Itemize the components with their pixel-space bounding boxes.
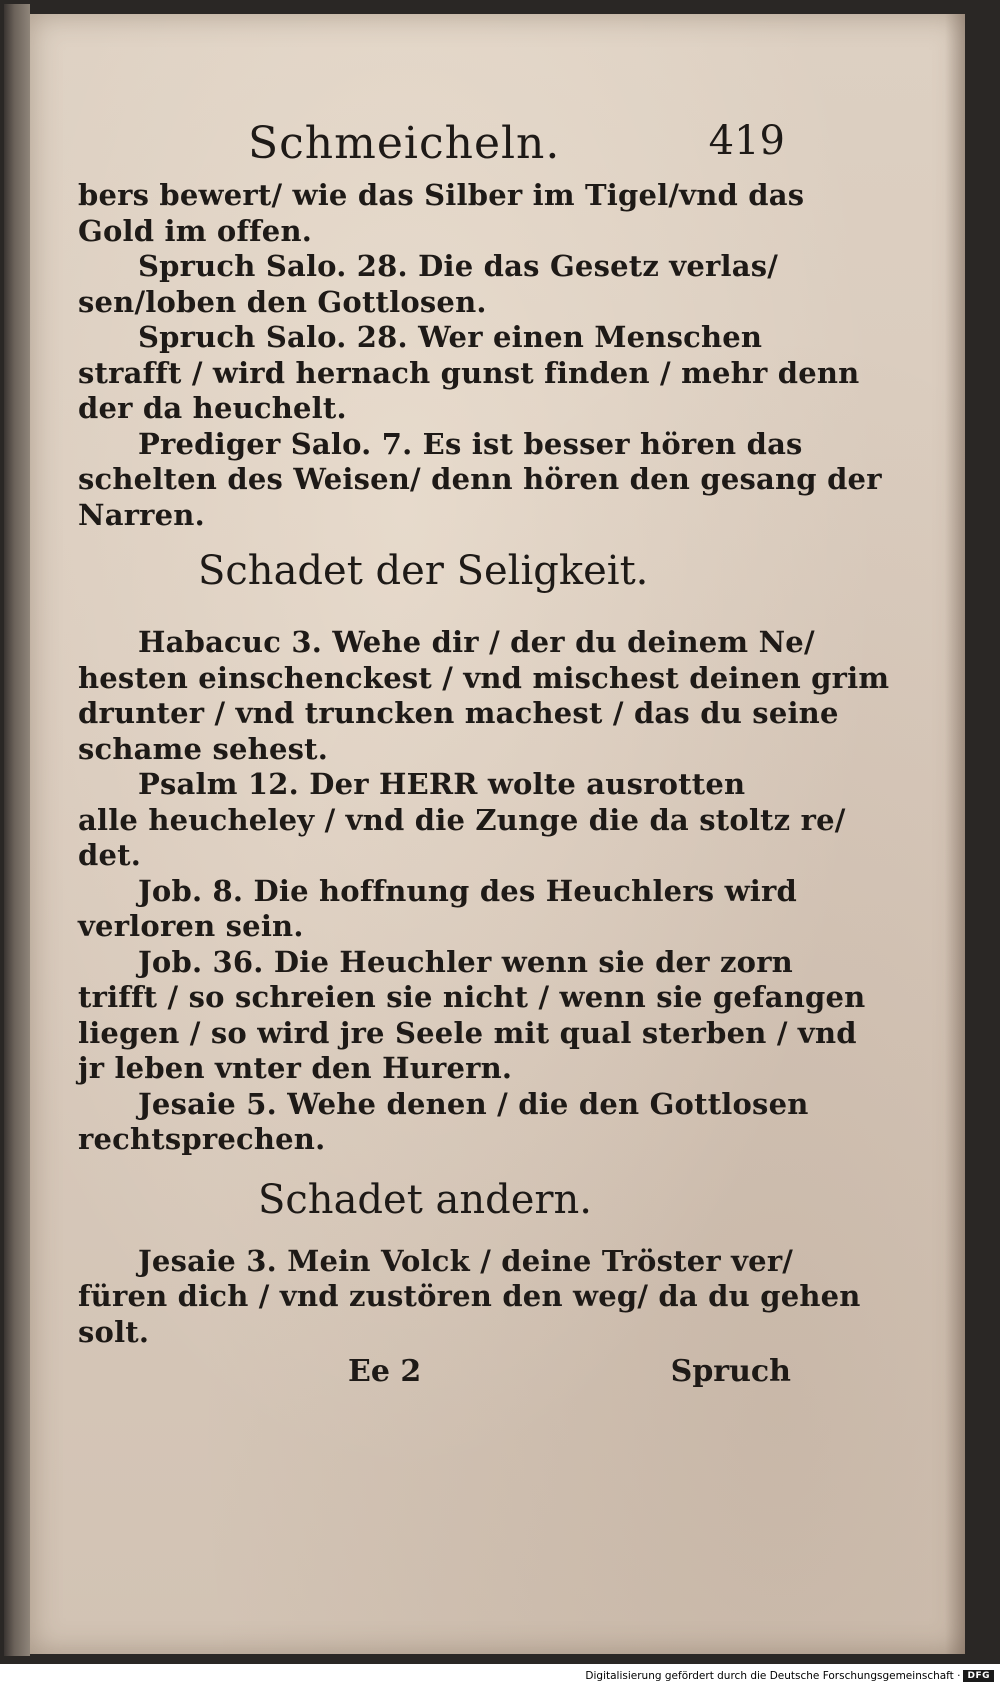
text-block [78, 114, 890, 1398]
text-line: Job. 8. Die hoffnung des Heuchlers wird [138, 873, 797, 908]
digitization-credit [585, 1670, 994, 1682]
text-line: rechtsprechen. [78, 1122, 326, 1156]
text-line: Narren. [78, 497, 205, 532]
book-page [30, 14, 965, 1654]
text-line: bers bewert/ wie das Silber im Tigel/vnd das [78, 178, 805, 212]
text-line: hesten einschenckest / vnd mischest deinen grim [78, 660, 890, 695]
page-edge-shadow [945, 14, 965, 1654]
text-line: der da heuchelt. [78, 391, 347, 425]
page-number: 419 [708, 118, 785, 164]
text-line: sen/loben den Gottlosen. [78, 284, 487, 319]
text-line: Jesaie 3. Mein Volck / deine Tröster ver/ [138, 1243, 794, 1278]
text-line: strafft / wird hernach gunst finden / mehr denn [78, 355, 860, 390]
text-line: Job. 36. Die Heuchler wenn sie der zorn [138, 944, 793, 979]
text-line: Habacuc 3. Wehe dir / der du deinem Ne/ [138, 625, 815, 659]
section-heading-seligkeit: Schadet der Seligkeit. [198, 548, 649, 594]
text-line: füren dich / vnd zustören den weg/ da du gehen [78, 1279, 861, 1313]
page-footer [78, 1354, 793, 1398]
running-head [78, 114, 793, 178]
text-line: Psalm 12. Der HERR wolte ausrotten [138, 767, 746, 801]
signature-mark: Ee 2 [348, 1354, 422, 1389]
running-title: Schmeicheln. [248, 118, 561, 169]
text-line: alle heucheley / vnd die Zunge die da stoltz re/ [78, 802, 846, 837]
section-andern-text [78, 1243, 861, 1351]
text-line: Spruch Salo. 28. Wer einen Menschen [138, 320, 763, 354]
text-line: verloren sein. [78, 909, 304, 943]
text-line: solt. [78, 1314, 150, 1349]
text-line: Gold im offen. [78, 213, 313, 248]
credit-text: Digitalisierung gefördert durch die Deutsche Forschungsgemeinschaft · [585, 1670, 961, 1682]
dfg-logo: DFG [963, 1670, 994, 1682]
text-line: liegen / so wird jre Seele mit qual sterben / vnd [78, 1015, 857, 1050]
book-spine-edge [4, 4, 30, 1656]
section-heading-andern: Schadet andern. [258, 1176, 592, 1223]
text-line: Spruch Salo. 28. Die das Gesetz verlas/ [138, 249, 779, 283]
text-line: drunter / vnd truncken machest / das du seine [78, 696, 839, 730]
text-line: Jesaie 5. Wehe denen / die den Gottlosen [138, 1086, 809, 1121]
section-seligkeit-text [78, 625, 890, 1158]
text-line: trifft / so schreien sie nicht / wenn sie gefangen [78, 980, 866, 1014]
text-line: jr leben vnter den Hurern. [78, 1051, 513, 1085]
text-line: det. [78, 838, 142, 872]
body-paragraphs [78, 178, 882, 533]
catchword: Spruch [670, 1354, 791, 1389]
text-line: schelten des Weisen/ denn hören den gesang der [78, 462, 882, 496]
text-line: Prediger Salo. 7. Es ist besser hören das [138, 426, 803, 461]
text-line: schame sehest. [78, 731, 329, 766]
